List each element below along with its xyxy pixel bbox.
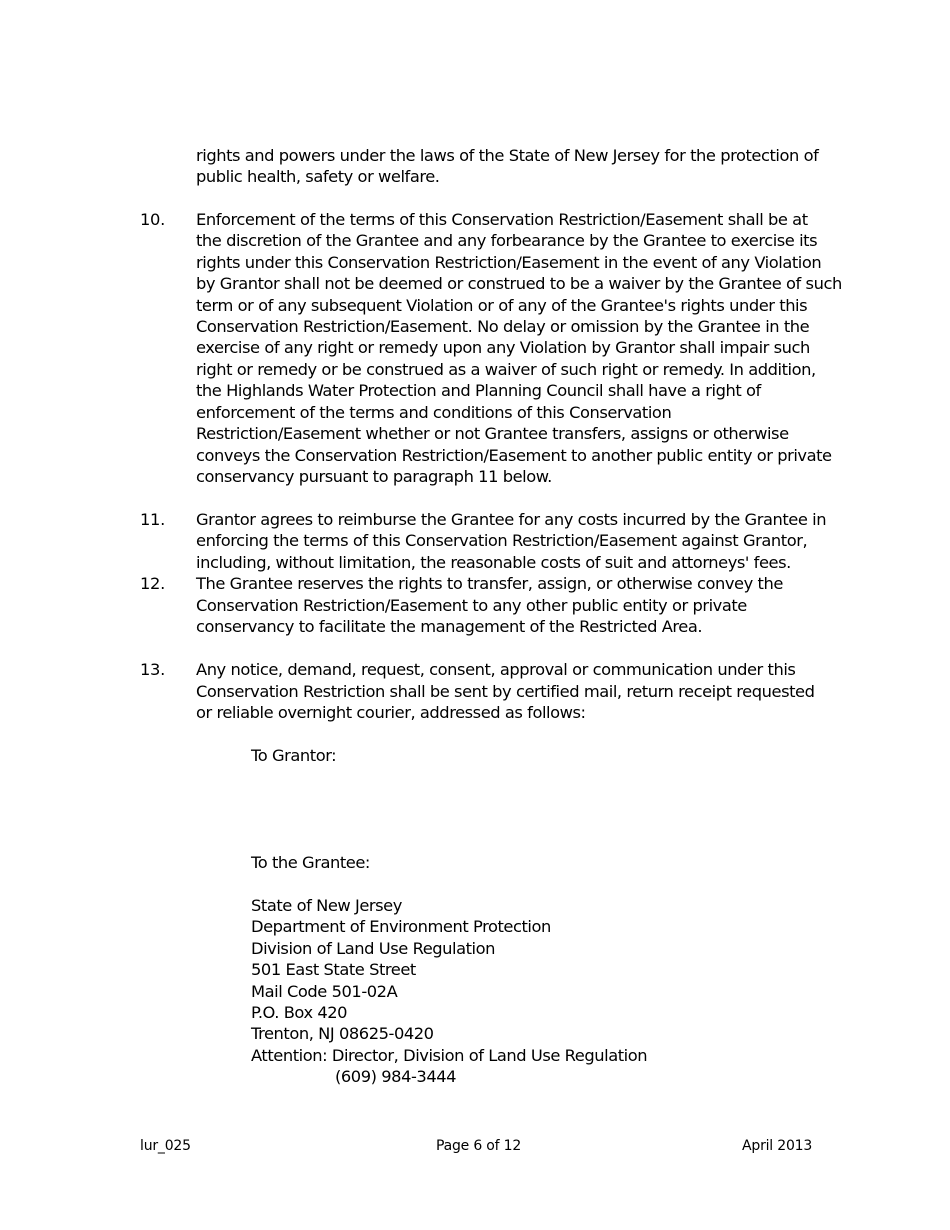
address-line: P.O. Box 420: [251, 1003, 348, 1022]
section-line: enforcement of the terms and conditions of this Conservation: [196, 403, 672, 422]
section-line: conservancy to facilitate the management of the Restricted Area.: [196, 617, 703, 636]
section-line: conservancy pursuant to paragraph 11 below.: [196, 467, 552, 486]
section-line: term or of any subsequent Violation or of any of the Grantee's rights under this: [196, 296, 808, 315]
address-line: Division of Land Use Regulation: [251, 939, 496, 958]
grantee-heading: To the Grantee:: [251, 853, 370, 872]
address-line: Mail Code 501-02A: [251, 982, 398, 1001]
section-line: by Grantor shall not be deemed or construed to be a waiver by the Grantee of such: [196, 274, 842, 293]
section-line: Enforcement of the terms of this Conservation Restriction/Easement shall be at: [196, 210, 808, 229]
address-line: Department of Environment Protection: [251, 917, 551, 936]
address-line: State of New Jersey: [251, 896, 402, 915]
phone-number: (609) 984-3444: [335, 1067, 457, 1086]
footer-form-id: lur_025: [140, 1138, 191, 1154]
section-line: Conservation Restriction/Easement. No delay or omission by the Grantee in the: [196, 317, 810, 336]
section-number: 12.: [140, 574, 165, 593]
section-line: right or remedy or be construed as a waiver of such right or remedy. In addition,: [196, 360, 816, 379]
grantor-heading: To Grantor:: [251, 746, 337, 765]
section-line: conveys the Conservation Restriction/Easement to another public entity or private: [196, 446, 832, 465]
intro-line: rights and powers under the laws of the State of New Jersey for the protection of: [196, 146, 819, 165]
section-line: Restriction/Easement whether or not Grantee transfers, assigns or otherwise: [196, 424, 789, 443]
section-line: including, without limitation, the reasonable costs of suit and attorneys' fees.: [196, 553, 791, 572]
footer-page-number: Page 6 of 12: [436, 1138, 522, 1154]
section-number: 13.: [140, 660, 165, 679]
intro-line: public health, safety or welfare.: [196, 167, 440, 186]
section-number: 10.: [140, 210, 165, 229]
section-line: The Grantee reserves the rights to transfer, assign, or otherwise convey the: [196, 574, 783, 593]
section-line: or reliable overnight courier, addressed as follows:: [196, 703, 586, 722]
section-line: Conservation Restriction/Easement to any other public entity or private: [196, 596, 747, 615]
address-line: 501 East State Street: [251, 960, 416, 979]
section-line: Any notice, demand, request, consent, approval or communication under this: [196, 660, 796, 679]
section-line: the Highlands Water Protection and Planning Council shall have a right of: [196, 381, 761, 400]
attention-line: Attention: Director, Division of Land Use Regulation: [251, 1046, 648, 1065]
section-line: Grantor agrees to reimburse the Grantee for any costs incurred by the Grantee in: [196, 510, 827, 529]
address-line: Trenton, NJ 08625-0420: [251, 1024, 434, 1043]
footer-date: April 2013: [742, 1138, 813, 1154]
section-line: rights under this Conservation Restriction/Easement in the event of any Violation: [196, 253, 822, 272]
section-line: enforcing the terms of this Conservation Restriction/Easement against Grantor,: [196, 531, 808, 550]
section-line: exercise of any right or remedy upon any Violation by Grantor shall impair such: [196, 338, 810, 357]
section-line: Conservation Restriction shall be sent by certified mail, return receipt requested: [196, 682, 815, 701]
section-line: the discretion of the Grantee and any forbearance by the Grantee to exercise its: [196, 231, 818, 250]
section-number: 11.: [140, 510, 165, 529]
